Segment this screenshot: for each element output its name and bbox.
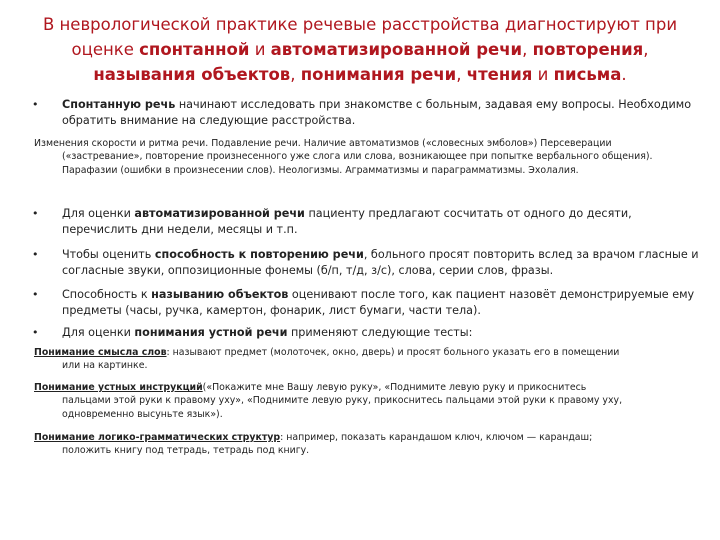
bullet-naming (32, 287, 702, 319)
bullet-icon: • (32, 326, 39, 339)
title-bold: понимания речи (300, 65, 457, 84)
title-text: В неврологической практике речевые расстройства диагностируют при оценке (42, 15, 678, 59)
test-heading: Понимание устных инструкций (34, 382, 203, 393)
title-text: , (643, 40, 649, 59)
title-text: , (522, 40, 533, 59)
slide-title (40, 12, 680, 87)
disorders-line: («застревание», повторение произнесенного уже слога или слова, возникающее при попытке вербального общения). Парафазии (ошибки в произнесении слов). Неологизмы. Аграмматизмы и параграмматизмы. Эхолалия. (62, 151, 653, 176)
title-bold: чтения (466, 65, 533, 84)
test-heading: Понимание логико-грамматических структур (34, 432, 281, 443)
test-text: («Покажите мне Вашу левую руку», «Поднимите левую руку и прикоснитесь (202, 382, 587, 393)
title-text: . (621, 65, 627, 84)
bullet-text: Для оценки (62, 207, 135, 220)
bullet-bold: называнию объектов (151, 288, 289, 301)
test-heading: Понимание смысла слов (34, 347, 167, 358)
test-text: или на картинке. (62, 360, 148, 372)
bullet-text: пациенту предлагают сосчитать от одного до десяти, перечислить дни недели, месяцы и т.п. (62, 207, 632, 236)
bullet-repetition (32, 247, 702, 279)
test-text: : например, показать карандашом ключ, ключом — карандаш; (280, 432, 593, 443)
bullet-bold: понимания устной речи (134, 326, 288, 339)
test-logic-grammar (34, 431, 694, 458)
title-bold: письма (553, 65, 622, 84)
bullet-bold: автоматизированной речи (134, 207, 305, 220)
test-text: положить книгу под тетрадь, тетрадь под книгу. (62, 445, 310, 457)
bullet-text: , больного просят повторить вслед за врачом гласные и согласные звуки, оппозиционные фонемы (б/п, т/д, з/с), слова, серии слов, фразы. (62, 248, 699, 277)
bullet-spontaneous-speech (32, 97, 702, 129)
title-bold: называния объектов (93, 65, 291, 84)
bullet-bold: способность к повторению речи (154, 248, 364, 261)
bullet-bold: Спонтанную речь (62, 98, 176, 111)
title-bold: спонтанной (139, 40, 250, 59)
test-oral-instructions (34, 381, 694, 421)
title-bold: автоматизированной речи (270, 40, 523, 59)
bullet-icon: • (32, 207, 39, 220)
test-text: пальцами этой руки к правому уху», «Поднимите левую руку, прикоснитесь пальцами этой руки к правому уху, одновременно высуньте язык»). (62, 395, 623, 420)
title-bold: повторения (532, 40, 644, 59)
title-text: и (532, 65, 554, 84)
test-word-meaning (34, 346, 694, 373)
bullet-text: оценивают после того, как пациент назовёт демонстрируемые ему предметы (часы, ручка, камертон, фонарик, лист бумаги, части тела). (62, 288, 695, 317)
bullet-text: начинают исследовать при знакомстве с больным, задавая ему вопросы. Необходимо обратить внимание на следующие расстройства. (62, 98, 692, 127)
disorders-line: Изменения скорости и ритма речи. Подавление речи. Наличие автоматизмов («словесных эмболов») Персеверации (34, 138, 612, 149)
bullet-icon: • (32, 98, 39, 111)
bullet-icon: • (32, 288, 39, 301)
bullet-icon: • (32, 248, 39, 261)
bullet-text: применяют следующие тесты: (287, 326, 473, 339)
bullet-text: Для оценки (62, 326, 135, 339)
title-text: , (456, 65, 467, 84)
bullet-automatic-speech (32, 206, 702, 238)
bullet-text: Способность к (62, 288, 152, 301)
test-text: : называют предмет (молоточек, окно, дверь) и просят больного указать его в помещении (166, 347, 620, 358)
title-text: , (290, 65, 301, 84)
bullet-text: Чтобы оценить (62, 248, 155, 261)
disorders-list (34, 137, 694, 177)
title-text: и (249, 40, 271, 59)
bullet-comprehension (32, 325, 702, 341)
